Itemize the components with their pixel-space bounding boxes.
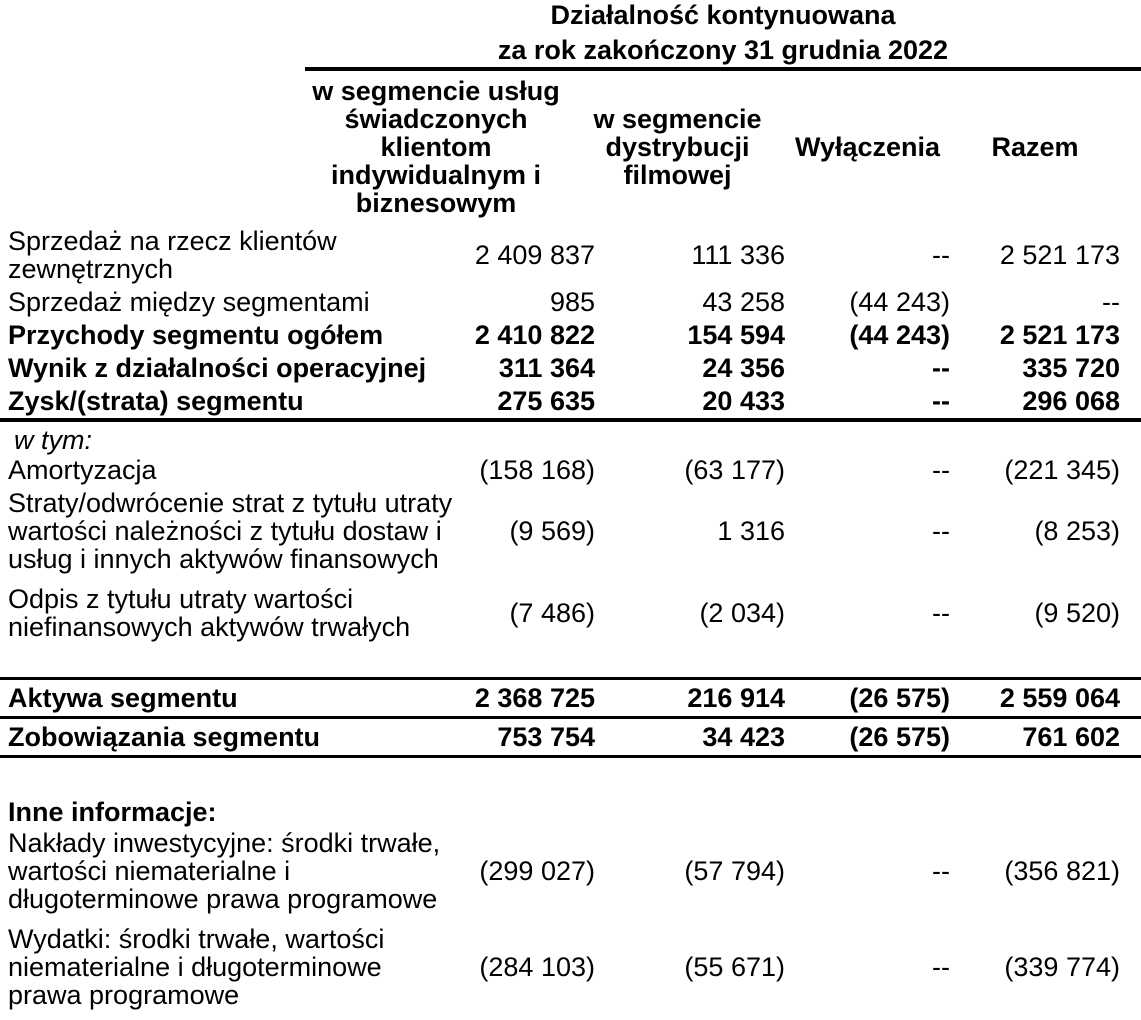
value-film-distribution-segment: 111 336 xyxy=(691,240,785,270)
row-label: Przychody segmentu ogółem xyxy=(8,320,384,350)
value-total: 2 559 064 xyxy=(999,683,1120,713)
value-total: -- xyxy=(1102,287,1120,317)
value-film-distribution-segment: (55 671) xyxy=(684,952,785,982)
column-header-individual-business-segment: w segmencie usług świadczonych klientom indywidualnym i biznesowym xyxy=(312,76,560,218)
value-total: (8 253) xyxy=(1034,516,1120,546)
value-individual-business-segment: 985 xyxy=(549,287,595,317)
table-row-segment-profit-loss xyxy=(8,387,1120,415)
value-individual-business-segment: 275 635 xyxy=(497,386,595,416)
value-film-distribution-segment: 1 316 xyxy=(717,516,785,546)
row-label: Sprzedaż między segmentami xyxy=(8,287,370,317)
other-info-heading: Inne informacje: xyxy=(8,797,217,827)
value-film-distribution-segment: 216 914 xyxy=(687,683,785,713)
value-exclusions: (26 575) xyxy=(849,722,950,752)
other-info-rows xyxy=(8,829,1120,1009)
value-film-distribution-segment: 34 423 xyxy=(702,722,785,752)
table-row-segment-revenue-total xyxy=(8,321,1120,349)
including-rows xyxy=(8,456,1120,641)
value-individual-business-segment: (299 027) xyxy=(479,856,595,886)
value-film-distribution-segment: 24 356 xyxy=(702,353,785,383)
value-individual-business-segment: 2 409 837 xyxy=(474,240,595,270)
value-individual-business-segment: 753 754 xyxy=(497,722,595,752)
row-label: Sprzedaż na rzecz klientów zewnętrznych xyxy=(8,226,337,284)
section-divider-rule xyxy=(0,418,1141,422)
row-label: Aktywa segmentu xyxy=(8,683,238,713)
revenue-result-rows xyxy=(8,227,1120,415)
report-title-line2: za rok zakończony 31 grudnia 2022 xyxy=(497,35,949,65)
row-label: Odpis z tytułu utraty wartości niefinansowych aktywów trwałych xyxy=(8,584,411,642)
table-row-sales-external xyxy=(8,227,1120,283)
value-total: (9 520) xyxy=(1034,598,1120,628)
row-label: Zysk/(strata) segmentu xyxy=(8,386,304,416)
value-total: 296 068 xyxy=(1022,386,1120,416)
value-film-distribution-segment: 154 594 xyxy=(687,320,785,350)
value-individual-business-segment: (158 168) xyxy=(479,455,595,485)
value-exclusions: -- xyxy=(932,516,950,546)
value-exclusions: (44 243) xyxy=(849,320,950,350)
value-exclusions: (26 575) xyxy=(849,683,950,713)
value-individual-business-segment: 2 410 822 xyxy=(474,320,595,350)
value-individual-business-segment: (9 569) xyxy=(509,516,595,546)
table-row-sales-intersegment xyxy=(8,288,1120,316)
table-row-amortization xyxy=(8,456,1120,484)
value-film-distribution-segment: (2 034) xyxy=(699,598,785,628)
value-total: 2 521 173 xyxy=(999,240,1120,270)
value-exclusions: -- xyxy=(932,598,950,628)
value-individual-business-segment: (284 103) xyxy=(479,952,595,982)
row-label: Nakłady inwestycyjne: środki trwałe, wartości niematerialne i długoterminowe prawa programowe xyxy=(8,828,441,914)
value-exclusions: -- xyxy=(932,856,950,886)
value-film-distribution-segment: (63 177) xyxy=(684,455,785,485)
value-film-distribution-segment: 43 258 xyxy=(702,287,785,317)
row-label: Zobowiązania segmentu xyxy=(8,722,321,752)
value-exclusions: -- xyxy=(932,353,950,383)
table-row-operating-result xyxy=(8,354,1120,382)
value-individual-business-segment: 311 364 xyxy=(498,353,595,383)
table-row-impairment-nonfinancial-assets xyxy=(8,585,1120,641)
value-exclusions: (44 243) xyxy=(849,287,950,317)
value-exclusions: -- xyxy=(932,386,950,416)
value-individual-business-segment: 2 368 725 xyxy=(474,683,595,713)
value-total: 761 602 xyxy=(1022,722,1120,752)
value-exclusions: -- xyxy=(932,240,950,270)
balance-rows xyxy=(0,677,1141,758)
column-header-exclusions: Wyłączenia xyxy=(794,132,941,162)
row-label: Wynik z działalności operacyjnej xyxy=(8,353,427,383)
including-label: w tym: xyxy=(14,425,92,455)
table-row-impairment-receivables xyxy=(8,489,1120,573)
value-film-distribution-segment: 20 433 xyxy=(702,386,785,416)
value-exclusions: -- xyxy=(932,952,950,982)
row-label: Amortyzacja xyxy=(8,455,157,485)
value-film-distribution-segment: (57 794) xyxy=(684,856,785,886)
table-row-segment-assets xyxy=(0,680,1141,716)
value-total: (339 774) xyxy=(1004,952,1120,982)
column-headers xyxy=(8,77,1120,217)
value-total: (356 821) xyxy=(1004,856,1120,886)
value-exclusions: -- xyxy=(932,455,950,485)
row-label: Straty/odwrócenie strat z tytułu utraty wartości należności z tytułu dostaw i usług i innych aktywów finansowych xyxy=(8,488,453,574)
table-row-segment-liabilities xyxy=(0,716,1141,755)
report-title-line1: Działalność kontynuowana xyxy=(550,0,896,30)
column-header-film-distribution-segment: w segmencie dystrybucji filmowej xyxy=(593,104,762,190)
value-individual-business-segment: (7 486) xyxy=(509,598,595,628)
value-total: 2 521 173 xyxy=(999,320,1120,350)
row-label: Wydatki: środki trwałe, wartości niematerialne i długoterminowe prawa programowe xyxy=(8,924,385,1010)
table-row-expenditures xyxy=(8,925,1120,1009)
column-header-total: Razem xyxy=(991,132,1079,162)
value-total: (221 345) xyxy=(1004,455,1120,485)
header-rule xyxy=(305,67,1141,71)
table-row-capital-expenditures xyxy=(8,829,1120,913)
value-total: 335 720 xyxy=(1022,353,1120,383)
